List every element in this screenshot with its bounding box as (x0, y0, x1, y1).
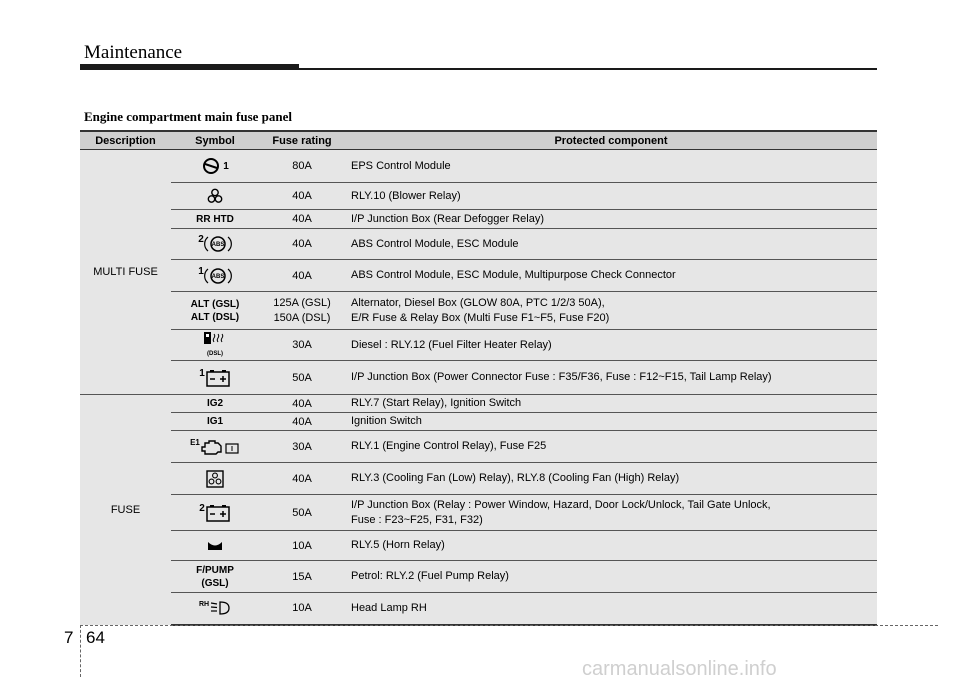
component-line-1: Alternator, Diesel Box (GLOW 80A, PTC 1/2/3 50A), (351, 296, 605, 309)
table-row (80, 260, 877, 292)
symbol-text-line-2: ALT (DSL) (190, 311, 240, 323)
symbol-text: RH (198, 601, 210, 609)
symbol-cell (171, 463, 259, 495)
table-header-row (80, 131, 877, 150)
symbol-text: 1 (223, 160, 229, 172)
fuse-rating: 10A (259, 593, 345, 625)
header-rule (80, 64, 299, 70)
protected-component: RLY.5 (Horn Relay) (345, 531, 877, 561)
table-row (80, 361, 877, 395)
symbol-text: E1 (190, 437, 200, 447)
symbol-text-line-1: ALT (GSL) (190, 298, 240, 310)
watermark: carmanualsonline.info (582, 658, 777, 680)
protected-component: Diesel : RLY.12 (Fuel Filter Heater Relay) (345, 330, 877, 361)
component-line-2: Fuse : F23~F25, F31, F32) (351, 513, 483, 526)
table-row (80, 229, 877, 260)
table-row (80, 292, 877, 330)
abs-icon (204, 266, 232, 286)
battery-icon (205, 503, 231, 523)
symbol-cell (171, 260, 259, 292)
symbol-cell (171, 531, 259, 561)
symbol-cell (171, 495, 259, 531)
eps-icon (201, 157, 223, 175)
symbol-text-line-1: F/PUMP (196, 564, 234, 576)
blower-fan-icon (207, 188, 223, 204)
symbol-cell (171, 395, 259, 413)
symbol-text: 2 (199, 502, 205, 514)
fuse-rating: 40A (259, 183, 345, 210)
section-title: Engine compartment main fuse panel (84, 109, 292, 124)
protected-component: Ignition Switch (345, 413, 877, 431)
symbol-text: 1 (198, 265, 204, 277)
fuse-rating: 10A (259, 531, 345, 561)
symbol-cell (171, 229, 259, 260)
symbol-text: 1 (199, 367, 205, 379)
footer-vertical-divider (80, 625, 81, 677)
protected-component: RLY.1 (Engine Control Relay), Fuse F25 (345, 431, 877, 463)
head-lamp-icon (209, 599, 231, 617)
engine-control-icon (200, 437, 240, 457)
symbol-text: IG2 (206, 398, 224, 409)
table-row (80, 150, 877, 183)
svg-text:ABS: ABS (211, 242, 225, 248)
table-row (80, 561, 877, 593)
fuse-rating: 40A (259, 229, 345, 260)
group-description-fuse: FUSE (80, 395, 171, 625)
component-line-1: I/P Junction Box (Relay : Power Window, Hazard, Door Lock/Unlock, Tail Gate Unlock, (351, 498, 771, 511)
fuse-rating: 40A (259, 413, 345, 431)
symbol-text: RR HTD (196, 213, 234, 225)
svg-text:ABS: ABS (211, 273, 225, 280)
symbol-text: 2 (198, 234, 204, 245)
fuse-table (80, 130, 877, 626)
column-header-description: Description (80, 131, 171, 150)
page-number: 64 (86, 628, 105, 647)
horn-icon (205, 539, 225, 553)
fuse-rating-line-2: 150A (DSL) (273, 311, 331, 324)
fuse-rating: 40A (259, 210, 345, 229)
fuse-rating: 40A (259, 463, 345, 495)
column-header-protected-component: Protected component (345, 131, 877, 150)
fuse-rating: 50A (259, 495, 345, 531)
protected-component: RLY.3 (Cooling Fan (Low) Relay), RLY.8 (Cooling Fan (High) Relay) (345, 463, 877, 495)
table-row (80, 463, 877, 495)
cooling-fan-icon (205, 469, 225, 489)
abs-icon (204, 234, 232, 254)
protected-component: I/P Junction Box (Rear Defogger Relay) (345, 210, 877, 229)
table-row (80, 531, 877, 561)
fuse-rating: 80A (259, 150, 345, 183)
group-description-multi-fuse: MULTI FUSE (80, 150, 171, 395)
protected-component: EPS Control Module (345, 150, 877, 183)
fuse-rating: 15A (259, 561, 345, 593)
fuse-rating: 30A (259, 431, 345, 463)
table-row (80, 495, 877, 531)
symbol-cell (171, 413, 259, 431)
table-row (80, 210, 877, 229)
symbol-text: (DSL) (207, 351, 223, 357)
page-header-title: Maintenance (84, 42, 183, 63)
symbol-cell (171, 150, 259, 183)
table-row (80, 330, 877, 361)
column-header-symbol: Symbol (171, 131, 259, 150)
fuse-rating: 50A (259, 361, 345, 395)
fuse-rating: 40A (259, 395, 345, 413)
table-row (80, 183, 877, 210)
table-row (80, 395, 877, 413)
protected-component: ABS Control Module, ESC Module (345, 229, 877, 260)
table-row (80, 431, 877, 463)
protected-component (345, 495, 877, 531)
column-header-fuse-rating: Fuse rating (259, 131, 345, 150)
protected-component: ABS Control Module, ESC Module, Multipurpose Check Connector (345, 260, 877, 292)
symbol-cell (171, 431, 259, 463)
symbol-text-line-2: (GSL) (201, 577, 229, 589)
symbol-cell (171, 183, 259, 210)
symbol-cell (171, 292, 259, 330)
fuse-rating: 40A (259, 260, 345, 292)
table-row (80, 413, 877, 431)
table-row (80, 593, 877, 625)
fuse-rating (259, 292, 345, 330)
protected-component: RLY.7 (Start Relay), Ignition Switch (345, 395, 877, 413)
symbol-cell (171, 593, 259, 625)
chapter-number: 7 (64, 628, 74, 647)
protected-component: RLY.10 (Blower Relay) (345, 183, 877, 210)
footer-divider (80, 625, 938, 626)
symbol-cell (171, 361, 259, 395)
symbol-text: IG1 (206, 416, 224, 427)
fuse-rating: 30A (259, 330, 345, 361)
header-rule-thin (299, 68, 877, 70)
symbol-cell (171, 210, 259, 229)
symbol-cell (171, 561, 259, 593)
fuse-rating-line-1: 125A (GSL) (273, 296, 331, 309)
battery-icon (205, 368, 231, 388)
protected-component: Head Lamp RH (345, 593, 877, 625)
symbol-cell (171, 330, 259, 361)
protected-component: I/P Junction Box (Power Connector Fuse : F35/F36, Fuse : F12~F15, Tail Lamp Relay) (345, 361, 877, 395)
protected-component: Petrol: RLY.2 (Fuel Pump Relay) (345, 561, 877, 593)
component-line-2: E/R Fuse & Relay Box (Multi Fuse F1~F5, Fuse F20) (351, 311, 610, 324)
protected-component (345, 292, 877, 330)
